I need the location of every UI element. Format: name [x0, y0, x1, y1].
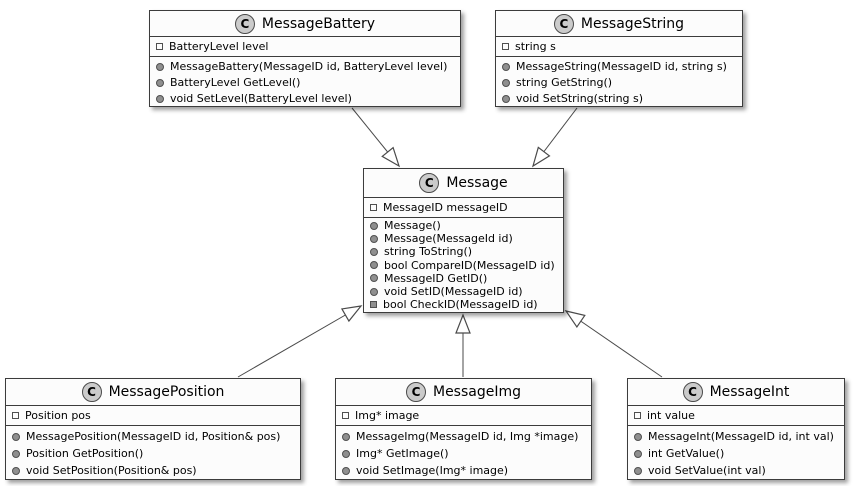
method-text: MessageString(MessageID id, string s)	[516, 60, 727, 73]
method-visibility-icon	[342, 450, 350, 458]
method-visibility-icon	[370, 248, 378, 256]
method-text: MessageImg(MessageID id, Img *image)	[356, 430, 579, 443]
fields-compartment	[496, 37, 742, 57]
method-visibility-icon	[370, 288, 378, 296]
class-stereotype-icon: C	[235, 14, 255, 34]
field	[156, 39, 454, 54]
method	[12, 428, 294, 445]
method-text: void SetImage(Img* image)	[356, 464, 509, 477]
inheritance-arrow-messageint-to-message	[566, 311, 662, 377]
class-name: MessageBattery	[261, 15, 376, 32]
method-text: MessageInt(MessageID id, int val)	[648, 430, 834, 443]
field	[370, 200, 557, 215]
class-title	[6, 379, 300, 406]
method-visibility-icon	[502, 79, 510, 87]
field-text: MessageID messageID	[383, 201, 508, 214]
field-text: BatteryLevel level	[169, 40, 269, 53]
fields-compartment	[364, 198, 563, 218]
method-visibility-icon	[370, 274, 378, 282]
method-text: MessageID GetID()	[384, 271, 488, 285]
method-text: MessageBattery(MessageID id, BatteryLevel level)	[170, 60, 448, 73]
class-title	[628, 379, 844, 406]
fields-compartment	[628, 406, 844, 426]
method	[156, 91, 454, 107]
method	[156, 75, 454, 91]
method-visibility-icon	[342, 433, 350, 441]
method-visibility-icon	[370, 261, 378, 269]
fields-compartment	[6, 406, 300, 426]
method	[502, 59, 736, 75]
class-messagebattery	[149, 10, 461, 107]
fields-compartment	[150, 37, 460, 57]
field-visibility-icon	[12, 412, 19, 419]
method	[12, 462, 294, 479]
method-visibility-icon	[634, 450, 642, 458]
method-text: BatteryLevel GetLevel()	[170, 76, 301, 89]
class-messageposition	[5, 378, 301, 480]
method-text: void SetLevel(BatteryLevel level)	[170, 92, 352, 105]
method	[156, 59, 454, 75]
method	[370, 298, 557, 311]
class-name: MessageString	[580, 15, 685, 32]
class-title	[150, 11, 460, 37]
method-text: Img* GetImage()	[356, 447, 449, 460]
methods-compartment	[150, 57, 460, 109]
field	[342, 408, 585, 423]
class-name: MessagePosition	[108, 384, 225, 400]
method-text: string GetString()	[516, 76, 613, 89]
method	[370, 272, 557, 285]
inheritance-arrow-messagebattery-to-message	[352, 108, 399, 166]
field-text: Position pos	[25, 409, 91, 422]
method	[370, 245, 557, 258]
class-messagestring	[495, 10, 743, 107]
method	[342, 428, 585, 445]
method	[502, 75, 736, 91]
method-visibility-icon	[156, 63, 164, 71]
method-text: Message()	[384, 219, 441, 232]
method	[370, 232, 557, 245]
method-text: void SetPosition(Position& pos)	[26, 464, 197, 477]
class-stereotype-icon: C	[683, 382, 703, 402]
method	[370, 285, 557, 298]
field	[502, 39, 736, 54]
method	[634, 445, 838, 462]
field-visibility-icon	[502, 43, 509, 50]
field-text: string s	[515, 40, 556, 53]
method	[502, 91, 736, 107]
fields-compartment	[336, 406, 591, 426]
field-visibility-icon	[370, 204, 377, 211]
method-visibility-icon	[502, 63, 510, 71]
method-text: Position GetPosition()	[26, 447, 144, 460]
method	[634, 428, 838, 445]
method	[342, 462, 585, 479]
method-text: MessagePosition(MessageID id, Position& pos)	[26, 430, 281, 443]
method-text: Message(MessageId id)	[384, 232, 513, 246]
method-text: int GetValue()	[648, 447, 725, 460]
class-stereotype-icon: C	[419, 173, 439, 193]
method-text: bool CheckID(MessageID id)	[383, 298, 538, 312]
class-title	[336, 379, 591, 406]
class-message	[363, 168, 564, 313]
methods-compartment	[628, 426, 844, 481]
method	[370, 259, 557, 272]
methods-compartment	[364, 218, 563, 313]
method-visibility-icon	[634, 467, 642, 475]
method-text: bool CompareID(MessageID id)	[384, 258, 555, 272]
method-visibility-icon	[502, 95, 510, 103]
field	[634, 408, 838, 423]
method-visibility-icon	[12, 433, 20, 441]
method	[634, 462, 838, 479]
inheritance-arrow-messagestring-to-message	[533, 108, 577, 166]
field	[12, 408, 294, 423]
class-stereotype-icon: C	[406, 382, 426, 402]
class-name: MessageImg	[432, 384, 521, 400]
class-stereotype-icon: C	[554, 14, 574, 34]
inheritance-arrow-messageposition-to-message	[238, 306, 361, 377]
method-text: void SetValue(int val)	[648, 464, 766, 477]
method	[342, 445, 585, 462]
method-text: void SetString(string s)	[516, 92, 644, 105]
method-visibility-icon	[370, 222, 378, 230]
method-text: string ToString()	[384, 245, 473, 259]
class-title	[364, 169, 563, 198]
method	[12, 445, 294, 462]
method	[370, 219, 557, 232]
method-visibility-icon	[12, 467, 20, 475]
methods-compartment	[6, 426, 300, 481]
field-visibility-icon	[156, 43, 163, 50]
method-visibility-icon	[156, 95, 164, 103]
method-visibility-icon	[342, 467, 350, 475]
class-messageint	[627, 378, 845, 480]
class-name: MessageInt	[709, 384, 790, 400]
method-text: void SetID(MessageID id)	[384, 285, 523, 299]
method-visibility-icon	[634, 433, 642, 441]
field-visibility-icon	[634, 412, 641, 419]
field-visibility-icon	[342, 412, 349, 419]
method-visibility-icon	[370, 301, 377, 308]
methods-compartment	[496, 57, 742, 109]
method-visibility-icon	[12, 450, 20, 458]
class-stereotype-icon: C	[82, 382, 102, 402]
field-text: Img* image	[355, 409, 420, 422]
method-visibility-icon	[156, 79, 164, 87]
field-text: int value	[647, 409, 695, 422]
class-title	[496, 11, 742, 37]
methods-compartment	[336, 426, 591, 481]
class-name: Message	[446, 175, 508, 191]
method-visibility-icon	[370, 235, 378, 243]
class-messageimg	[335, 378, 592, 480]
